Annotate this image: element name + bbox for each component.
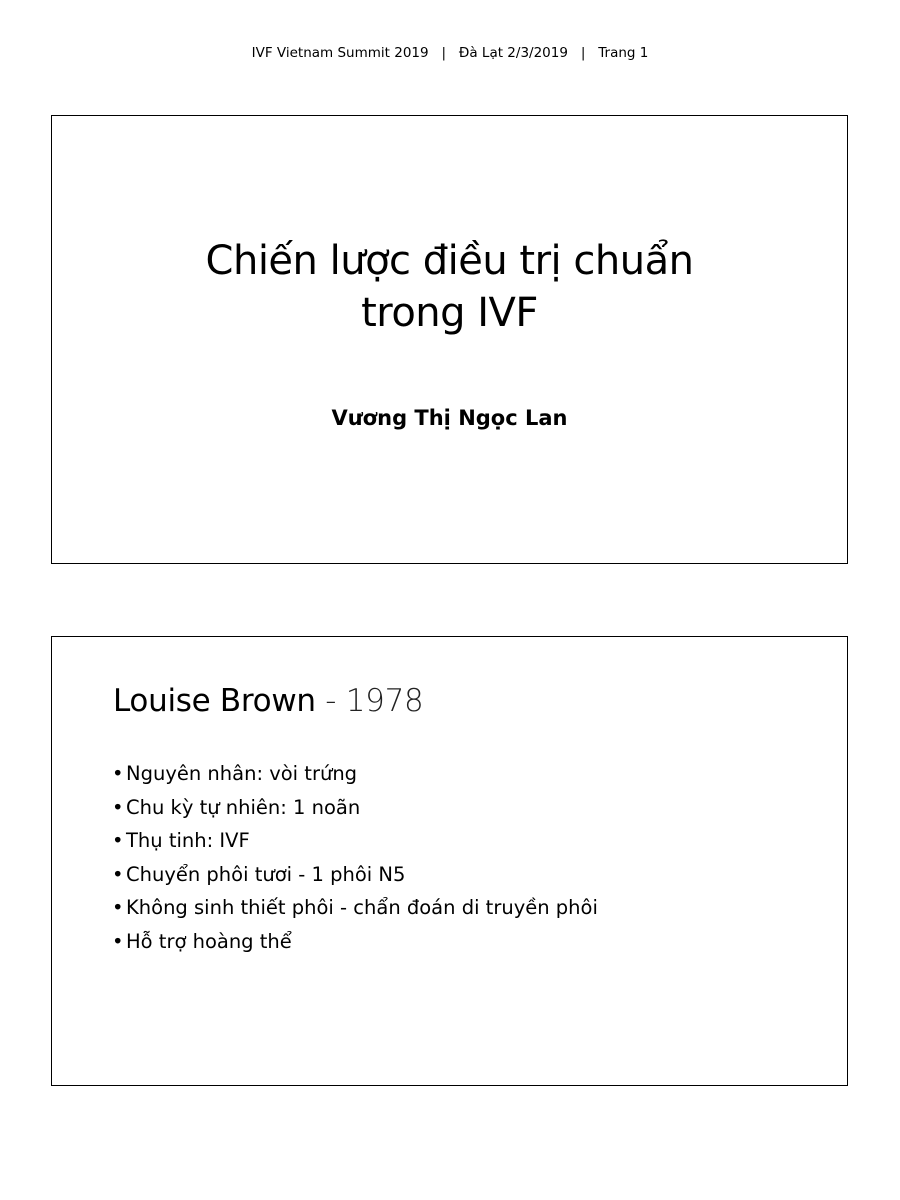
- slide-louise-brown: [51, 636, 848, 1086]
- bullet-icon: •: [112, 829, 124, 853]
- header-event: IVF Vietnam Summit 2019: [251, 45, 429, 61]
- list-item: [112, 824, 598, 858]
- heading-year: - 1978: [315, 683, 424, 719]
- list-item: [112, 757, 598, 791]
- list-item: [112, 925, 598, 959]
- list-item-text: Chuyển phôi tươi - 1 phôi N5: [126, 862, 406, 886]
- bullet-icon: •: [112, 929, 124, 953]
- list-item-text: Nguyên nhân: vòi trứng: [126, 762, 358, 785]
- slide-author: Vương Thị Ngọc Lan: [331, 406, 568, 430]
- bullet-list: [112, 757, 598, 959]
- list-item-text: Chu kỳ tự nhiên: 1 noãn: [126, 795, 361, 819]
- list-item: [112, 858, 598, 892]
- slide-title: [52, 235, 847, 339]
- slide-title-line-1: Chiến lược điều trị chuẩn: [205, 238, 694, 284]
- heading-name: Louise Brown: [113, 683, 316, 719]
- slide-heading: [113, 683, 423, 719]
- bullet-icon: •: [112, 762, 124, 785]
- list-item: [112, 891, 598, 925]
- bullet-icon: •: [112, 795, 124, 819]
- list-item-text: Không sinh thiết phôi - chẩn đoán di truyền phôi: [126, 896, 598, 920]
- bullet-icon: •: [112, 862, 124, 886]
- list-item-text: Hỗ trợ hoàng thể: [126, 929, 292, 953]
- header-location-date: Đà Lạt 2/3/2019: [458, 45, 568, 61]
- header-separator: |: [441, 45, 447, 61]
- slide-title-line-2: trong IVF: [361, 290, 538, 336]
- list-item-text: Thụ tinh: IVF: [126, 829, 250, 853]
- page-header: [0, 45, 900, 61]
- header-page-number: Trang 1: [598, 45, 649, 61]
- bullet-icon: •: [112, 896, 124, 920]
- slide-title-slide: [51, 115, 848, 564]
- header-separator: |: [580, 45, 586, 61]
- list-item: [112, 791, 598, 825]
